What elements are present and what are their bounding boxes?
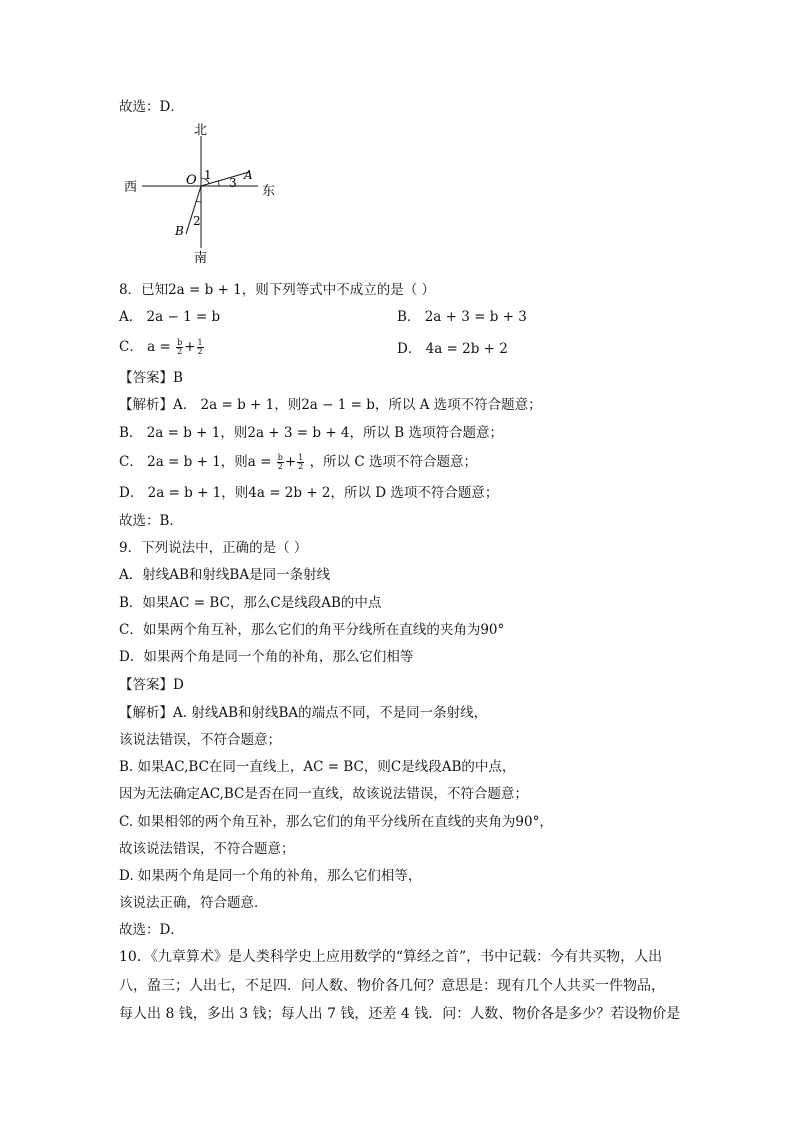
q9-explanation-line: 该说法错误，不符合题意； (119, 732, 281, 748)
label-b: B (175, 224, 184, 238)
label-west: 西 (124, 180, 138, 195)
angle2-arc (196, 201, 201, 202)
q9-option-b: B．如果AC = BC，那么C是线段AB的中点 (119, 595, 382, 611)
fraction-numerator: b (277, 453, 283, 462)
q9-explanation-line: 故该说法错误，不符合题意； (119, 841, 295, 857)
fraction-denominator: 2 (197, 347, 203, 356)
q8-option-d: D． 4a = 2b + 2 (397, 341, 508, 357)
q8-conclusion: 故选：B． (119, 513, 183, 529)
q8-option-c-prefix: C． a = (119, 339, 171, 355)
q9-explanation-line: D. 如果两个角是同一个角的补角，那么它们相等， (119, 868, 422, 884)
fraction-denominator: 2 (298, 462, 304, 471)
q8-explanation-a: 【解析】A． 2a = b + 1，则2a − 1 = b，所以 A 选项不符合题意； (119, 397, 542, 413)
q8-stem: 8．已知2a = b + 1，则下列等式中不成立的是（ ） (119, 282, 436, 298)
q9-explanation-line: 该说法正确，符合题意． (119, 895, 268, 911)
fraction-numerator: 1 (298, 453, 304, 462)
q8-option-a: A． 2a − 1 = b (119, 309, 221, 325)
q8-explanation-c (119, 453, 477, 471)
q8-explanation-b: B． 2a = b + 1，则2a + 3 = b + 4，所以 B 选项符合题意； (119, 425, 504, 441)
fraction-numerator: b (177, 338, 183, 347)
q8-explanation-d: D． 2a = b + 1，则4a = 2b + 2，所以 D 选项不符合题意； (119, 485, 499, 501)
q9-conclusion: 故选：D． (119, 922, 184, 938)
q8-exp-c-prefix: C． 2a = b + 1，则a = (119, 454, 272, 470)
label-north: 北 (194, 123, 208, 138)
fraction-denominator: 2 (277, 462, 283, 471)
angle3-arc (218, 181, 219, 186)
q9-explanation-line: 【解析】A. 射线AB和射线BA的端点不同，不是同一条射线， (119, 705, 488, 721)
fraction (277, 454, 284, 471)
compass-diagram (118, 120, 288, 268)
q8-answer: 【答案】B (119, 370, 183, 386)
fraction-numerator: 1 (197, 338, 203, 347)
plus-sign: + (284, 454, 297, 470)
q9-option-a: A．射线AB和射线BA是同一条射线 (119, 567, 331, 583)
label-a: A (244, 168, 253, 182)
q9-explanation-line: 因为无法确定AC,BC是否在同一直线，故该说法错误，不符合题意； (119, 786, 528, 802)
fraction (197, 339, 204, 356)
q9-option-c: C．如果两个角互补，那么它们的角平分线所在直线的夹角为90° (119, 622, 505, 638)
q10-line: 10．《九章算术》是人类科学史上应用数学的“算经之首”，书中记载：今有共买物，人出 (119, 949, 663, 965)
fraction (176, 339, 183, 356)
label-angle2: 2 (193, 214, 201, 228)
fraction (297, 454, 304, 471)
q9-answer: 【答案】D (119, 677, 184, 693)
q9-stem: 9．下列说法中，正确的是（ ） (119, 540, 308, 556)
fraction-denominator: 2 (177, 347, 183, 356)
q8-option-b: B． 2a + 3 = b + 3 (397, 309, 527, 325)
label-east: 东 (262, 184, 276, 199)
q7-conclusion: 故选：D． (119, 99, 184, 115)
label-south: 南 (194, 251, 208, 266)
plus-sign: + (184, 339, 196, 355)
q9-option-d: D．如果两个角是同一个角的补角，那么它们相等 (119, 649, 414, 665)
q9-explanation-line: C. 如果相邻的两个角互补，那么它们的角平分线所在直线的夹角为90°， (119, 814, 553, 830)
label-angle1: 1 (204, 168, 212, 182)
q8-option-c (119, 338, 205, 356)
q9-explanation-line: B. 如果AC,BC在同一直线上，AC = BC，则C是线段AB的中点， (119, 759, 516, 775)
label-angle3: 3 (229, 176, 237, 190)
q8-exp-c-suffix: ，所以 C 选项不符合题意； (309, 454, 477, 470)
q10-line: 每人出 8 钱，多出 3 钱；每人出 7 钱，还差 4 钱．问：人数、物价各是多少？若设物价是 (119, 1006, 681, 1022)
q10-line: 八，盈三；人出七，不足四．问人数、物价各几何？意思是：现有几个人共买一件物品， (119, 978, 665, 994)
label-o: O (186, 173, 197, 188)
